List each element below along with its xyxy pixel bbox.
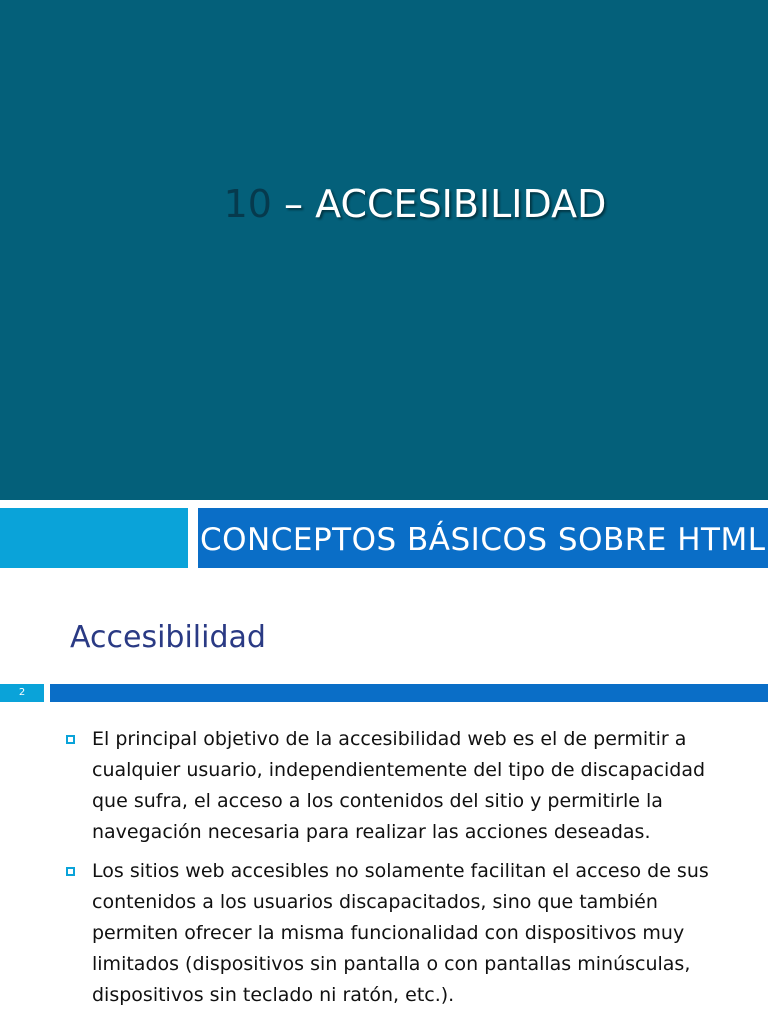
list-item (62, 724, 732, 848)
square-bullet-icon (66, 867, 75, 876)
list-item (62, 856, 732, 1011)
slide-number-bar (50, 684, 768, 702)
section-title: CONCEPTOS BÁSICOS SOBRE HTML (200, 522, 766, 558)
title-slide (0, 0, 768, 500)
slide-number: 2 (0, 684, 44, 702)
header-accent-block (0, 508, 188, 568)
bullet-text: Los sitios web accesibles no solamente facilitan el acceso de sus contenidos a los usuarios discapacitados, sino que también permiten ofrecer la misma funcionalidad con dispositivos muy limitados (dispositivos sin pantalla o con pantallas minúsculas, dispositivos sin teclado ni ratón, etc.). (92, 860, 709, 1006)
slide-heading: Accesibilidad (70, 620, 266, 655)
slide-title-text: – ACCESIBILIDAD (271, 182, 607, 226)
slide-separator (0, 500, 768, 508)
bullet-list (62, 724, 732, 1019)
slide-title-number: 10 (223, 182, 272, 226)
square-bullet-icon (66, 735, 75, 744)
slide-title (0, 180, 768, 228)
bullet-text: El principal objetivo de la accesibilidad web es el de permitir a cualquier usuario, independientemente del tipo de discapacidad que sufra, el acceso a los contenidos del sitio y permitirle la navegación necesaria para realizar las acciones deseadas. (92, 728, 706, 843)
